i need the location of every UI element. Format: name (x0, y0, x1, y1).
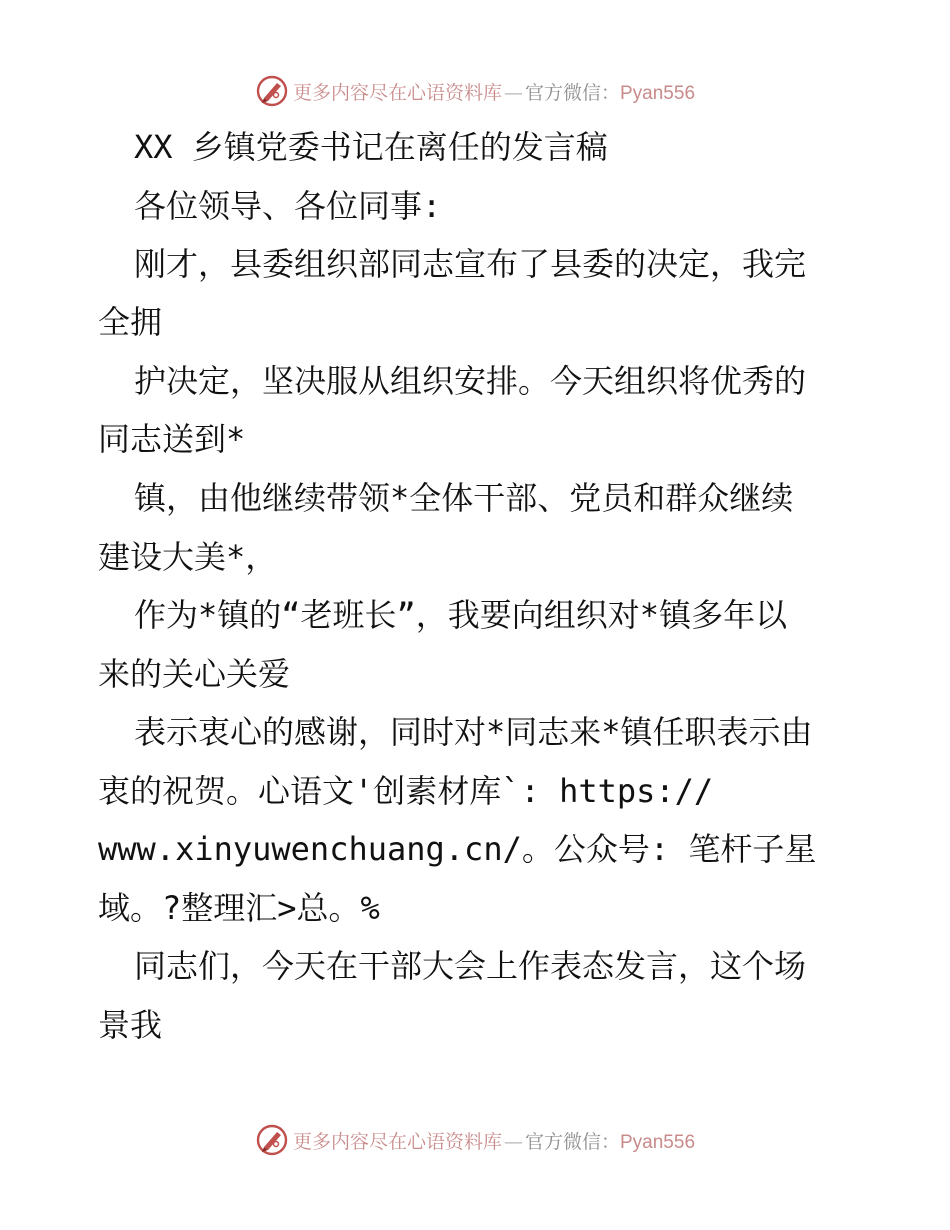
paragraph-line: 表示衷心的感谢，同时对*同志来*镇任职表示由 (134, 713, 813, 751)
watermark-text: 更多内容尽在心语资料库 — 官方微信：Pyan556 (292, 1130, 696, 1153)
paragraph-line: 同志们，今天在干部大会上作表态发言，这个场 (134, 947, 807, 985)
paragraph-line: 镇，由他继续带领*全体干部、党员和群众继续 (134, 479, 794, 517)
paragraph-line: 刚才，县委组织部同志宣布了县委的决定，我完 (134, 245, 807, 283)
paragraph-line: 景我 (98, 1006, 163, 1044)
paragraph-line: www.xinyuwenchuang.cn/。公众号: 笔杆子星 (98, 830, 817, 868)
paragraph-line: 来的关心关爱 (98, 655, 291, 693)
paragraph-line: 域。?整理汇>总。% (98, 889, 380, 927)
watermark-text: 更多内容尽在心语资料库 — 官方微信：Pyan556 (292, 81, 696, 104)
paragraph-line: 护决定，坚决服从组织安排。今天组织将优秀的 (134, 362, 807, 400)
paragraph-line: 衷的祝贺。心语文'创素材库`: https:// (98, 772, 714, 810)
paragraph-line: 同志送到* (98, 420, 246, 458)
document-title: XX 乡镇党委书记在离任的发言稿 (134, 128, 608, 166)
paragraph-line: 建设大美*， (98, 538, 278, 576)
pen-seal-logo-icon (255, 1123, 289, 1157)
footer-watermark (0, 1120, 950, 1160)
salutation: 各位领导、各位同事: (134, 187, 442, 225)
paragraph-line: 全拥 (98, 303, 163, 341)
paragraph-line: 作为*镇的“老班长”，我要向组织对*镇多年以 (134, 596, 788, 634)
